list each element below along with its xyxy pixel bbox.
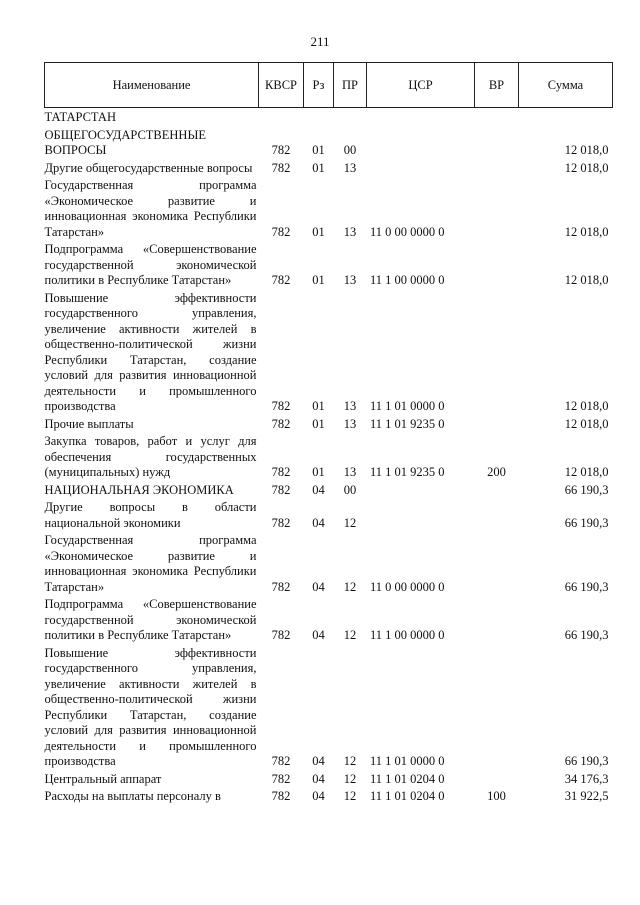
cell-pr: 13: [343, 224, 357, 239]
cell-rz: 04: [312, 579, 325, 594]
table-row: [45, 595, 613, 644]
table-header: [45, 63, 613, 108]
cell-sum: 66 190,3: [564, 579, 609, 594]
cell-vr: [475, 531, 519, 595]
table-row: [45, 644, 613, 770]
cell-sum: 12 018,0: [564, 224, 609, 239]
cell-name: Повышение эффективности государственного управления, увеличение активности жителей в общественно-политической жизни Республики Татарстан, создание условий для развития инновационной деятельности и промышленного производства: [44, 645, 257, 768]
cell-csr: 11 1 01 0000 0: [369, 399, 445, 413]
cell-vr: [475, 644, 519, 770]
cell-sum: 12 018,0: [564, 399, 609, 413]
cell-csr: [367, 498, 475, 531]
cell-vr: [475, 108, 519, 126]
cell-sum: 66 190,3: [564, 754, 609, 768]
table-body: [45, 108, 613, 805]
column-header-kvsr: КВСР: [259, 63, 304, 108]
cell-kvsr: 782: [271, 273, 291, 287]
cell-pr: 12: [343, 628, 357, 642]
cell-name: ОБЩЕГОСУДАРСТВЕННЫЕ ВОПРОСЫ: [44, 127, 206, 157]
column-header-name: Наименование: [45, 63, 259, 108]
cell-kvsr: [259, 108, 304, 126]
cell-name: Подпрограмма «Совершенствование государственной экономической политики в Республике Татарстан»: [44, 242, 257, 287]
cell-rz: 01: [312, 143, 325, 157]
cell-kvsr: 782: [271, 482, 291, 497]
cell-rz: 04: [312, 789, 325, 803]
cell-pr: [334, 108, 367, 126]
cell-name: НАЦИОНАЛЬНАЯ ЭКОНОМИКА: [44, 482, 234, 497]
cell-rz: 01: [312, 224, 325, 239]
cell-pr: 13: [343, 416, 357, 431]
cell-name: Закупка товаров, работ и услуг для обеспечения государственных (муниципальных) нужд: [44, 434, 257, 479]
cell-name: Подпрограмма «Совершенствование государственной экономической политики в Республике Татарстан»: [44, 597, 257, 642]
cell-kvsr: 782: [271, 224, 291, 239]
cell-csr: 11 1 01 9235 0: [369, 465, 445, 479]
cell-pr: 12: [343, 579, 357, 594]
cell-csr: 11 1 00 0000 0: [369, 628, 445, 642]
cell-kvsr: 782: [271, 789, 291, 803]
cell-sum: 12 018,0: [564, 273, 609, 287]
table-row: [45, 531, 613, 595]
budget-table: [44, 62, 613, 805]
cell-pr: 12: [343, 771, 357, 786]
cell-rz: 01: [312, 273, 325, 287]
cell-vr: [475, 481, 519, 499]
cell-vr: 100: [487, 789, 506, 803]
cell-kvsr: 782: [271, 579, 291, 594]
cell-pr: 13: [343, 273, 357, 287]
cell-rz: 01: [312, 465, 325, 479]
table-row: [45, 126, 613, 159]
page-number: 211: [310, 34, 330, 49]
cell-kvsr: 782: [271, 143, 291, 157]
cell-sum: [519, 108, 613, 126]
column-header-rz: Рз: [304, 63, 334, 108]
cell-kvsr: 782: [271, 465, 291, 479]
cell-rz: 04: [312, 754, 325, 768]
cell-name: Прочие выплаты: [44, 416, 134, 431]
cell-pr: 00: [343, 143, 357, 157]
cell-rz: [304, 108, 334, 126]
cell-csr: [367, 481, 475, 499]
cell-pr: 12: [343, 754, 357, 768]
table-row: [45, 770, 613, 788]
cell-sum: 66 190,3: [564, 628, 609, 642]
cell-name: Другие общегосударственные вопросы: [44, 160, 253, 175]
table-row: [45, 108, 613, 126]
cell-csr: 11 0 00 0000 0: [369, 224, 445, 239]
cell-csr: [367, 108, 475, 126]
column-header-vr: ВР: [475, 63, 519, 108]
cell-vr: [475, 159, 519, 177]
table-row: [45, 176, 613, 240]
cell-sum: 31 922,5: [564, 789, 609, 803]
cell-rz: 04: [312, 515, 325, 530]
table-row: [45, 787, 613, 805]
cell-kvsr: 782: [271, 399, 291, 413]
cell-name: Государственная программа «Экономическое развитие и инновационная экономика Республики Татарстан»: [44, 533, 257, 594]
table-row: [45, 415, 613, 433]
cell-pr: 13: [343, 465, 357, 479]
cell-name: ТАТАРСТАН: [44, 110, 116, 124]
cell-vr: [475, 289, 519, 415]
cell-kvsr: 782: [271, 160, 291, 175]
cell-sum: 66 190,3: [564, 515, 609, 530]
cell-csr: 11 1 01 0204 0: [369, 789, 445, 803]
cell-vr: [475, 240, 519, 289]
cell-rz: 01: [312, 416, 325, 431]
cell-name: Повышение эффективности государственного управления, увеличение активности жителей в общественно-политической жизни Республики Татарстан, создание условий для развития инновационной деятельности и промышленного производства: [44, 290, 257, 413]
cell-kvsr: 782: [271, 754, 291, 768]
cell-vr: [475, 770, 519, 788]
cell-vr: [475, 126, 519, 159]
cell-rz: 01: [312, 399, 325, 413]
cell-pr: 13: [343, 399, 357, 413]
cell-pr: 12: [343, 515, 357, 530]
table-row: [45, 240, 613, 289]
cell-sum: 34 176,3: [564, 771, 609, 786]
cell-vr: [475, 498, 519, 531]
cell-sum: 12 018,0: [564, 143, 609, 157]
table-row: [45, 159, 613, 177]
cell-csr: [367, 126, 475, 159]
cell-pr: 13: [343, 160, 357, 175]
table-row: [45, 481, 613, 499]
cell-name: Государственная программа «Экономическое развитие и инновационная экономика Республики Татарстан»: [44, 178, 257, 239]
cell-vr: [475, 176, 519, 240]
cell-csr: 11 1 01 0204 0: [369, 771, 445, 786]
cell-sum: 12 018,0: [564, 465, 609, 479]
cell-sum: 12 018,0: [564, 416, 609, 431]
cell-csr: 11 1 01 0000 0: [369, 754, 445, 768]
cell-sum: 12 018,0: [564, 160, 609, 175]
table-row: [45, 498, 613, 531]
column-header-pr: ПР: [334, 63, 367, 108]
cell-rz: 04: [312, 482, 325, 497]
cell-pr: 12: [343, 789, 357, 803]
cell-csr: 11 0 00 0000 0: [369, 579, 445, 594]
cell-sum: 66 190,3: [564, 482, 609, 497]
cell-name: Другие вопросы в области национальной экономики: [44, 500, 257, 530]
cell-kvsr: 782: [271, 628, 291, 642]
cell-vr: 200: [487, 465, 506, 479]
table-row: [45, 432, 613, 481]
cell-rz: 01: [312, 160, 325, 175]
cell-vr: [475, 415, 519, 433]
cell-vr: [475, 595, 519, 644]
cell-name: Расходы на выплаты персоналу в: [44, 789, 221, 803]
cell-name: Центральный аппарат: [44, 771, 162, 786]
cell-csr: 11 1 00 0000 0: [369, 273, 445, 287]
column-header-csr: ЦСР: [367, 63, 475, 108]
column-header-sum: Сумма: [519, 63, 613, 108]
table-row: [45, 289, 613, 415]
cell-kvsr: 782: [271, 771, 291, 786]
cell-csr: [367, 159, 475, 177]
cell-pr: 00: [343, 482, 357, 497]
cell-rz: 04: [312, 771, 325, 786]
cell-kvsr: 782: [271, 515, 291, 530]
cell-csr: 11 1 01 9235 0: [369, 416, 445, 431]
cell-kvsr: 782: [271, 416, 291, 431]
cell-rz: 04: [312, 628, 325, 642]
